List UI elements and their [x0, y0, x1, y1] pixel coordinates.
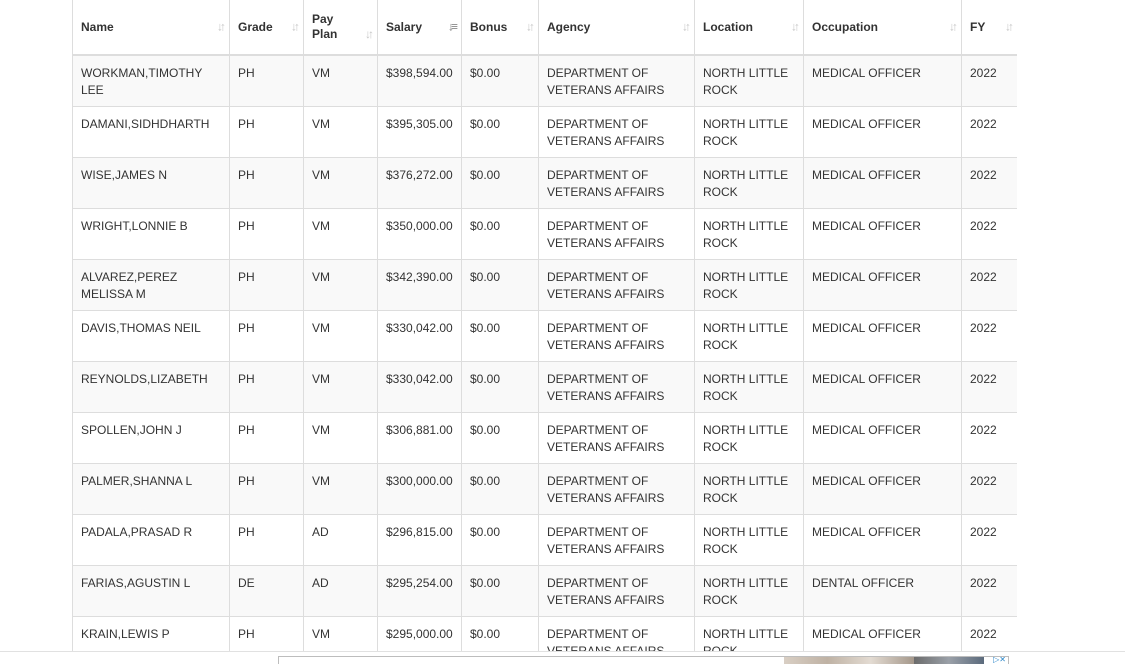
ad-close-icon[interactable]: ✕	[999, 656, 1006, 664]
cell-location: NORTH LITTLE ROCK	[695, 208, 804, 259]
cell-occupation: MEDICAL OFFICER	[804, 412, 962, 463]
column-header-pay-plan[interactable]	[304, 0, 378, 55]
cell-grade: PH	[230, 106, 304, 157]
cell-bonus: $0.00	[462, 565, 539, 616]
cell-grade: PH	[230, 259, 304, 310]
cell-salary: $296,815.00	[378, 514, 462, 565]
table-row	[73, 106, 1018, 157]
cell-location: NORTH LITTLE	[695, 616, 804, 663]
column-header-label: Agency	[547, 19, 591, 34]
cell-salary: $295,254.00	[378, 565, 462, 616]
cell-name: WORKMAN,TIMOTHY LEE	[73, 55, 230, 106]
sort-both-icon[interactable]: ↓↑	[365, 27, 371, 41]
cell-salary: $330,042.00	[378, 310, 462, 361]
cell-bonus: $0.00	[462, 310, 539, 361]
cell-occupation: MEDICAL OFFICER	[804, 463, 962, 514]
cell-fy: 2022	[962, 55, 1018, 106]
cell-salary: $295,000.00	[378, 616, 462, 663]
cell-bonus: $0.00	[462, 514, 539, 565]
cell-salary: $395,305.00	[378, 106, 462, 157]
cell-bonus: $0.00	[462, 361, 539, 412]
column-header-label: Grade	[238, 19, 273, 34]
cell-pay-plan: VM	[304, 55, 378, 106]
sort-both-icon[interactable]: ↓↑	[682, 19, 688, 34]
sort-both-icon[interactable]: ↓↑	[526, 19, 532, 34]
table-row	[73, 514, 1018, 565]
cell-pay-plan: VM	[304, 157, 378, 208]
column-header-salary[interactable]	[378, 0, 462, 55]
column-header-label: Occupation	[812, 19, 879, 34]
cell-salary: $330,042.00	[378, 361, 462, 412]
cell-pay-plan: VM	[304, 616, 378, 663]
cell-location: NORTH LITTLE ROCK	[695, 361, 804, 412]
table-row	[73, 463, 1018, 514]
cell-occupation: MEDICAL OFFICER	[804, 310, 962, 361]
cell-name: ALVAREZ,PEREZ MELISSA M	[73, 259, 230, 310]
cell-occupation: MEDICAL OFFICER	[804, 259, 962, 310]
table-row	[73, 208, 1018, 259]
cell-pay-plan: VM	[304, 463, 378, 514]
cell-fy: 2022	[962, 616, 1018, 663]
table-header	[73, 0, 1018, 55]
cell-location: NORTH LITTLE ROCK	[695, 310, 804, 361]
cell-location: NORTH LITTLE ROCK	[695, 157, 804, 208]
cell-name: FARIAS,AGUSTIN L	[73, 565, 230, 616]
cell-fy: 2022	[962, 463, 1018, 514]
cell-name: PADALA,PRASAD R	[73, 514, 230, 565]
cell-name: SPOLLEN,JOHN J	[73, 412, 230, 463]
column-header-occupation[interactable]	[804, 0, 962, 55]
cell-grade: PH	[230, 412, 304, 463]
cell-name: REYNOLDS,LIZABETH	[73, 361, 230, 412]
cell-salary: $306,881.00	[378, 412, 462, 463]
cell-agency: DEPARTMENT OF VETERANS AFFAIRS	[539, 208, 695, 259]
column-header-label: Salary	[386, 19, 423, 34]
cell-pay-plan: VM	[304, 106, 378, 157]
cell-fy: 2022	[962, 208, 1018, 259]
cell-bonus: $0.00	[462, 412, 539, 463]
cell-pay-plan: VM	[304, 361, 378, 412]
cell-pay-plan: VM	[304, 412, 378, 463]
cell-pay-plan: VM	[304, 208, 378, 259]
cell-occupation: MEDICAL OFFICER	[804, 106, 962, 157]
column-header-label: Location	[703, 19, 753, 34]
cell-name: DAMANI,SIDHDHARTH	[73, 106, 230, 157]
cell-bonus: $0.00	[462, 259, 539, 310]
cell-agency: DEPARTMENT OF VETERANS AFFAIRS	[539, 463, 695, 514]
cell-occupation: DENTAL OFFICER	[804, 565, 962, 616]
cell-agency: DEPARTMENT OF VETERANS AFFAIRS	[539, 55, 695, 106]
table-row	[73, 55, 1018, 106]
cell-pay-plan: AD	[304, 565, 378, 616]
sort-desc-icon[interactable]: ↓≡	[447, 19, 455, 34]
cell-pay-plan: AD	[304, 514, 378, 565]
column-header-name[interactable]	[73, 0, 230, 55]
cell-grade: DE	[230, 565, 304, 616]
ad-info-icon[interactable]: ▷	[993, 656, 1000, 664]
table-row	[73, 361, 1018, 412]
table-row	[73, 157, 1018, 208]
cell-occupation: MEDICAL OFFICER	[804, 55, 962, 106]
cell-occupation: MEDICAL OFFICER	[804, 208, 962, 259]
table-row	[73, 412, 1018, 463]
cell-name: PALMER,SHANNA L	[73, 463, 230, 514]
cell-name: WISE,JAMES N	[73, 157, 230, 208]
sort-both-icon[interactable]: ↓↑	[791, 19, 797, 34]
cell-grade: PH	[230, 463, 304, 514]
salary-table	[72, 0, 1017, 663]
cell-fy: 2022	[962, 259, 1018, 310]
table-row	[73, 259, 1018, 310]
cell-salary: $342,390.00	[378, 259, 462, 310]
column-header-grade[interactable]	[230, 0, 304, 55]
cell-bonus: $0.00	[462, 208, 539, 259]
cell-location: NORTH LITTLE ROCK	[695, 55, 804, 106]
cell-pay-plan: VM	[304, 259, 378, 310]
sort-both-icon[interactable]: ↓↑	[949, 19, 955, 34]
cell-name: DAVIS,THOMAS NEIL	[73, 310, 230, 361]
cell-fy: 2022	[962, 310, 1018, 361]
cell-agency: DEPARTMENT OF VETERANS AFFAIRS	[539, 310, 695, 361]
cell-grade: PH	[230, 514, 304, 565]
cell-fy: 2022	[962, 412, 1018, 463]
cell-fy: 2022	[962, 361, 1018, 412]
cell-name: KRAIN,LEWIS P	[73, 616, 230, 663]
table-body	[73, 55, 1018, 663]
cell-agency: DEPARTMENT OF VETERANS AFFAIRS	[539, 259, 695, 310]
cell-location: NORTH LITTLE ROCK	[695, 259, 804, 310]
cell-bonus: $0.00	[462, 55, 539, 106]
cell-location: NORTH LITTLE ROCK	[695, 514, 804, 565]
sort-both-icon[interactable]: ↓↑	[217, 19, 223, 34]
cell-grade: PH	[230, 361, 304, 412]
cell-location: NORTH LITTLE ROCK	[695, 106, 804, 157]
cell-agency: DEPARTMENT OF VETERANS AFFAIRS	[539, 106, 695, 157]
column-header-agency[interactable]	[539, 0, 695, 55]
cell-salary: $350,000.00	[378, 208, 462, 259]
column-header-bonus[interactable]	[462, 0, 539, 55]
sort-both-icon[interactable]: ↓↑	[291, 19, 297, 34]
cell-agency: DEPARTMENT OF VETERANS AFFAIRS	[539, 157, 695, 208]
column-header-fy[interactable]	[962, 0, 1018, 55]
cell-bonus: $0.00	[462, 157, 539, 208]
cell-grade: PH	[230, 55, 304, 106]
cell-bonus: $0.00	[462, 106, 539, 157]
cell-grade: PH	[230, 208, 304, 259]
cell-grade: PH	[230, 310, 304, 361]
cell-fy: 2022	[962, 106, 1018, 157]
table-row	[73, 310, 1018, 361]
cell-agency: DEPARTMENT OF	[539, 616, 695, 663]
column-header-label: Bonus	[470, 19, 508, 34]
cell-salary: $398,594.00	[378, 55, 462, 106]
cell-location: NORTH LITTLE ROCK	[695, 565, 804, 616]
cell-bonus: $0.00	[462, 616, 539, 663]
cell-grade: PH	[230, 616, 304, 663]
cell-agency: DEPARTMENT OF VETERANS AFFAIRS	[539, 412, 695, 463]
cell-agency: DEPARTMENT OF VETERANS AFFAIRS	[539, 565, 695, 616]
sort-both-icon[interactable]: ↓↑	[1005, 19, 1011, 34]
cell-location: NORTH LITTLE ROCK	[695, 412, 804, 463]
table-row	[73, 565, 1018, 616]
cell-pay-plan: VM	[304, 310, 378, 361]
column-header-label: FY	[970, 19, 986, 34]
cell-occupation: MEDICAL OFFICER	[804, 157, 962, 208]
header-row	[73, 0, 1018, 55]
column-header-location[interactable]	[695, 0, 804, 55]
cell-occupation: MEDICAL OFFICER	[804, 514, 962, 565]
cell-fy: 2022	[962, 565, 1018, 616]
cell-salary: $376,272.00	[378, 157, 462, 208]
cell-grade: PH	[230, 157, 304, 208]
salary-table-container	[72, 0, 1017, 663]
cell-agency: DEPARTMENT OF VETERANS AFFAIRS	[539, 361, 695, 412]
cell-fy: 2022	[962, 157, 1018, 208]
cell-agency: DEPARTMENT OF VETERANS AFFAIRS	[539, 514, 695, 565]
column-header-label: Name	[81, 19, 114, 34]
cell-bonus: $0.00	[462, 463, 539, 514]
column-header-label: Pay Plan	[312, 12, 338, 41]
cell-occupation: MEDICAL OFFICER	[804, 616, 962, 663]
cell-name: WRIGHT,LONNIE B	[73, 208, 230, 259]
cell-location: NORTH LITTLE ROCK	[695, 463, 804, 514]
cell-fy: 2022	[962, 514, 1018, 565]
cell-salary: $300,000.00	[378, 463, 462, 514]
cell-occupation: MEDICAL OFFICER	[804, 361, 962, 412]
